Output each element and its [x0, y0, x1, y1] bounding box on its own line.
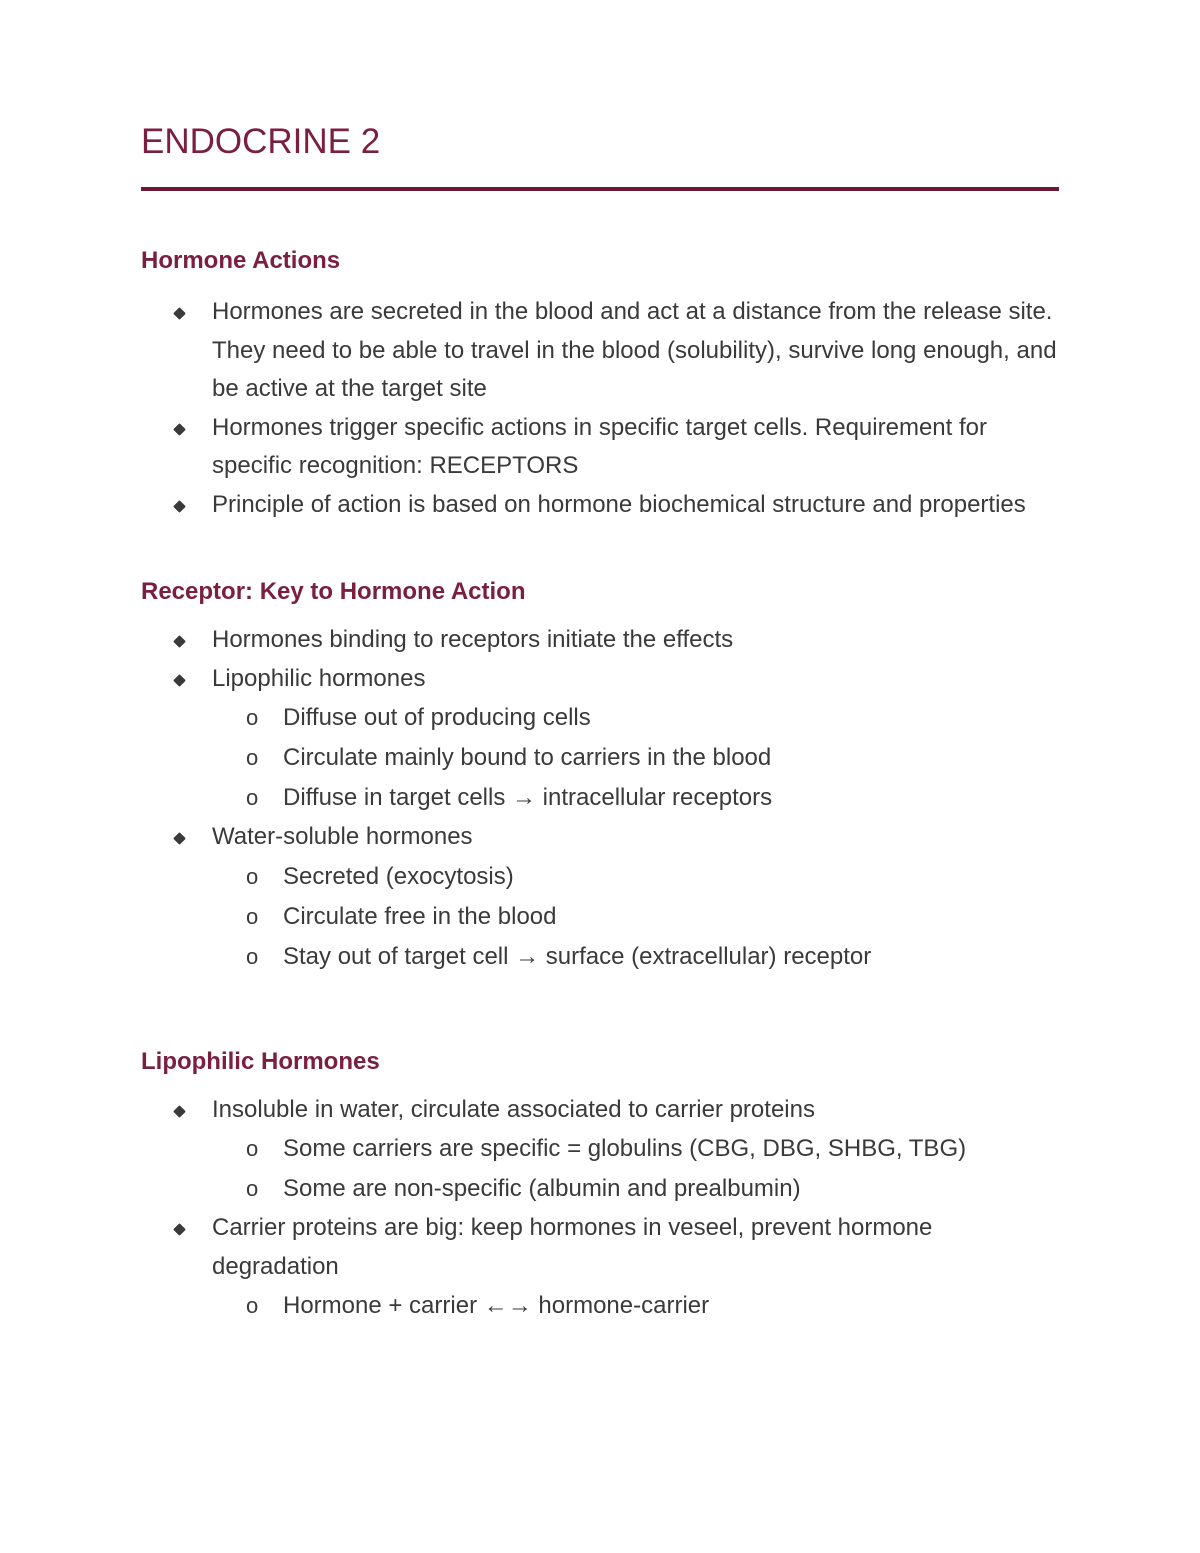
- list-item-text: Hormones are secreted in the blood and act at a distance from the release site. They need to be able to travel in the blood (solubility), survive long enough, and be active at the target site: [212, 298, 1057, 402]
- list-item-text: Carrier proteins are big: keep hormones in veseel, prevent hormone degradation: [212, 1214, 933, 1280]
- circle-bullet-icon: o: [246, 1176, 259, 1201]
- sub-list-item: [212, 778, 1059, 818]
- sub-list: [212, 857, 1059, 977]
- title-divider: [141, 187, 1059, 191]
- bullet-icon: [173, 307, 186, 320]
- document-page: [141, 118, 1059, 1326]
- sub-list: [212, 1286, 1059, 1326]
- bullet-icon: [173, 500, 186, 513]
- sub-list: [212, 698, 1059, 818]
- section-lipophilic-hormones: [141, 1047, 1059, 1327]
- sub-list-item: [212, 1129, 1059, 1169]
- list-item: [141, 660, 1059, 819]
- list-item: [141, 818, 1059, 977]
- sub-list-item-text: Some are non-specific (albumin and prealbumin): [283, 1175, 801, 1202]
- circle-bullet-icon: o: [246, 1136, 259, 1161]
- bullet-icon: [173, 832, 186, 845]
- bullet-icon: [173, 1105, 186, 1118]
- circle-bullet-icon: o: [246, 863, 259, 889]
- list-item-text: Lipophilic hormones: [212, 664, 426, 692]
- sub-list-item-text: Stay out of target cell → surface (extracellular) receptor: [283, 942, 872, 970]
- list-item-text: Hormones binding to receptors initiate the effects: [212, 626, 734, 653]
- circle-bullet-icon: o: [246, 903, 259, 929]
- circle-bullet-icon: o: [246, 705, 259, 730]
- sub-list-item-text: Circulate free in the blood: [283, 902, 557, 930]
- bullet-icon: [173, 1223, 186, 1236]
- sub-list-item-text: Diffuse out of producing cells: [283, 704, 591, 731]
- sub-list-item-text: Diffuse in target cells → intracellular receptors: [283, 784, 773, 811]
- bullet-list: [141, 293, 1059, 524]
- page-title: ENDOCRINE 2: [141, 122, 381, 161]
- sub-list-item: [212, 1286, 1059, 1326]
- list-item: [141, 293, 1059, 409]
- list-item-text: Water-soluble hormones: [212, 823, 473, 850]
- list-item: [141, 1091, 1059, 1210]
- sub-list-item: [212, 1169, 1059, 1209]
- bullet-icon: [173, 674, 186, 687]
- sub-list-item-text: Secreted (exocytosis): [283, 862, 514, 890]
- circle-bullet-icon: o: [246, 785, 259, 810]
- sub-list-item: [212, 897, 1059, 937]
- sub-list: [212, 1129, 1059, 1209]
- circle-bullet-icon: o: [246, 943, 259, 969]
- sub-list-item: [212, 857, 1059, 897]
- sub-list-item: [212, 698, 1059, 738]
- list-item-text: Insoluble in water, circulate associated to carrier proteins: [212, 1095, 815, 1123]
- sub-list-item-text: Hormone + carrier ←→ hormone-carrier: [283, 1292, 710, 1319]
- list-item: [141, 621, 1059, 660]
- sub-list-item-text: Some carriers are specific = globulins (CBG, DBG, SHBG, TBG): [283, 1135, 967, 1162]
- section-heading: Receptor: Key to Hormone Action: [141, 578, 526, 605]
- section-heading: Hormone Actions: [141, 247, 341, 274]
- section-heading: Lipophilic Hormones: [141, 1047, 380, 1075]
- sub-list-item: [212, 738, 1059, 778]
- bullet-list: [141, 621, 1059, 977]
- list-item-text: Principle of action is based on hormone biochemical structure and properties: [212, 490, 1026, 518]
- bullet-icon: [173, 423, 186, 436]
- list-item: [141, 409, 1059, 486]
- circle-bullet-icon: o: [246, 1293, 259, 1318]
- section-receptor: [141, 577, 1059, 977]
- sub-list-item-text: Circulate mainly bound to carriers in the blood: [283, 744, 772, 771]
- list-item: [141, 486, 1059, 525]
- list-item: [141, 1209, 1059, 1326]
- section-hormone-actions: [141, 246, 1059, 524]
- list-item-text: Hormones trigger specific actions in specific target cells. Requirement for specific recognition: RECEPTORS: [212, 413, 987, 479]
- sub-list-item: [212, 937, 1059, 977]
- circle-bullet-icon: o: [246, 745, 259, 770]
- bullet-list: [141, 1091, 1059, 1327]
- bullet-icon: [173, 635, 186, 648]
